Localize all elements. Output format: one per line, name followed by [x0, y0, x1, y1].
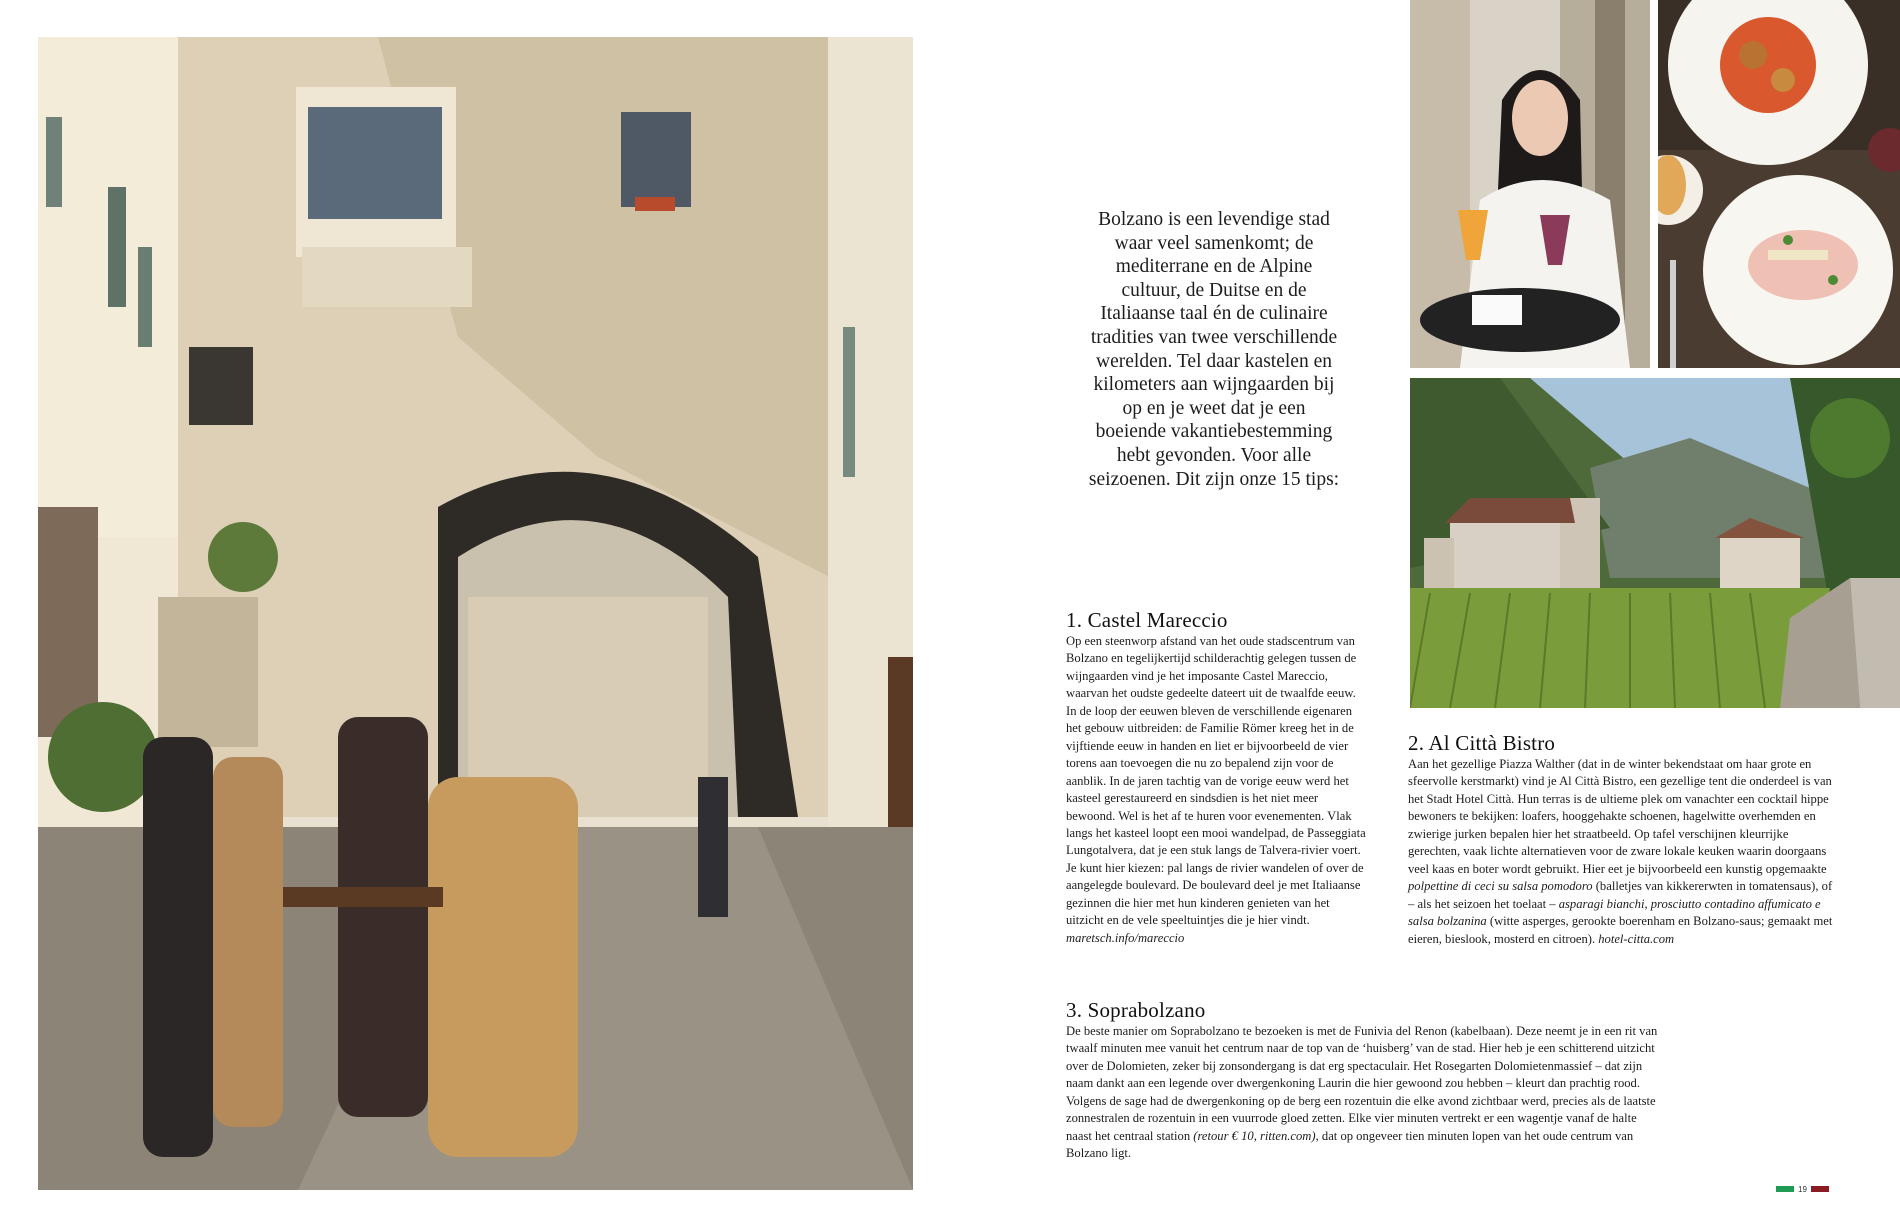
street-photo — [38, 37, 913, 1190]
section-2-text-a: Aan het gezellige Piazza Walther (dat in de winter bekendstaat om haar grote en sfeervolle kerstmarkt) vind je Al Città Bistro, een gezellige tent die onderdeel is van het Stadt Hotel Città. Hun terras is de ultieme plek om vanachter een cocktail hippe bewoners te bekijken: loafers, hooggehakte schoenen, hagelwitte overhemden en zwierige jurken bepalen hier het straatbeeld. Op tafel verschijnen kleurrijke gerechten, vaak lichte alternatieven voor de zware lokale keuken waarin doorgaans veel kaas en boter wordt gebruikt. Hier eet je bijvoorbeeld een kunstig opgemaakte — [1408, 757, 1832, 876]
section-2-text-b: (balletjes van kikkererwten in tomatensaus), of – als het seizoen het toelaat – — [1408, 879, 1833, 911]
section-1-body — [1066, 633, 1368, 947]
section-2-text-c: (witte asperges, gerookte boerenham en Bolzano-saus; gemaakt met eieren, bieslook, mosterd en citroen). — [1408, 914, 1833, 946]
waitress-photo — [1410, 0, 1650, 368]
page-number-label: 19 — [1798, 1184, 1807, 1194]
castle-photo — [1410, 378, 1900, 708]
flag-red-bar — [1811, 1186, 1829, 1192]
section-1-text: Op een steenworp afstand van het oude stadscentrum van Bolzano en tegelijkertijd schilderachtig gelegen tussen de wijngaarden vind je het imposante Castel Mareccio, waarvan het oudste gedeelte dateert uit de twaalfde eeuw. In de loop der eeuwen bleven de verschillende eigenaren het gebouw uitbreiden: de Familie Römer kreeg het in de vijftiende eeuw in handen en liet er bijvoorbeeld de vier torens aan toevoegen die nu zo bepalend zijn voor de aanblik. In de jaren tachtig van de vorige eeuw werd het kasteel gerestaureerd en sindsdien is het niet meer bewoond. Wel is het af te huren voor evenementen. Vlak langs het kasteel loopt een mooi wandelpad, de Passeggiata Lungotalvera, dat je een stuk langs de Talvera-rivier voert. Je kunt hier kiezen: pal langs de rivier wandelen of over de aangelegde boulevard. De boulevard deel je met Italiaanse gezinnen die hier met hun kinderen genieten van het uitzicht en de vele speeltuintjes die je hier vindt. — [1066, 634, 1366, 928]
section-2-title: 2. Al Città Bistro — [1408, 731, 1556, 755]
page-number — [1776, 1185, 1829, 1193]
section-2-link[interactable]: hotel-citta.com — [1598, 931, 1675, 946]
section-1-title: 1. Castel Mareccio — [1066, 608, 1228, 632]
flag-green-bar — [1776, 1186, 1794, 1192]
section-1-link[interactable]: maretsch.info/mareccio — [1066, 930, 1185, 945]
section-3-body — [1066, 1023, 1662, 1163]
section-2-dish-2: asparagi bianchi, prosciutto contadino affumicato e salsa bolzanina — [1408, 896, 1821, 929]
section-2-body — [1408, 756, 1836, 948]
section-3-title: 3. Soprabolzano — [1066, 998, 1206, 1022]
section-3-tail: , dat op ongeveer tien minuten lopen van het oude centrum van Bolzano ligt. — [1066, 1128, 1634, 1161]
intro-paragraph: Bolzano is een levendige stad waar veel samenkomt; de mediterrane en de Alpine cultuur, de Duitse en de Italiaanse taal én de culinaire tradities van twee verschillende werelden. Tel daar kastelen en kilometers aan wijngaarden bij op en je weet dat je een boeiende vakantiebestemming hebt gevonden. Voor alle seizoenen. Dit zijn onze 15 tips: — [1088, 209, 1340, 490]
section-3-info[interactable]: (retour € 10, ritten.com) — [1193, 1128, 1316, 1143]
section-3-text: De beste manier om Soprabolzano te bezoeken is met de Funivia del Renon (kabelbaan). Deze neemt je in een rit van twaalf minuten mee vanuit het centrum naar de top van de ‘huisberg’ van de stad. Hier heb je een schitterend uitzicht over de Dolomieten, zeker bij zonsondergang is dat erg spectaculair. Het Rosegarten Dolomietenmassief – dat zijn naam dankt aan een legende over dwergenkoning Laurin die hier gewoond zou hebben – kleurt dan prachtig rood. Volgens de sage had de dwergenkoning op de berg een rozentuin die elke avond zichtbaar werd, precies als de laatste zonnestralen de rozentuin in een vuurrode gloed zetten. Elke vier minuten vertrekt er een wagentje vanaf de halte naast het centraal station — [1066, 1024, 1658, 1143]
food-photo — [1658, 0, 1900, 368]
section-2-dish-1: polpettine di ceci su salsa pomodoro — [1408, 879, 1593, 894]
